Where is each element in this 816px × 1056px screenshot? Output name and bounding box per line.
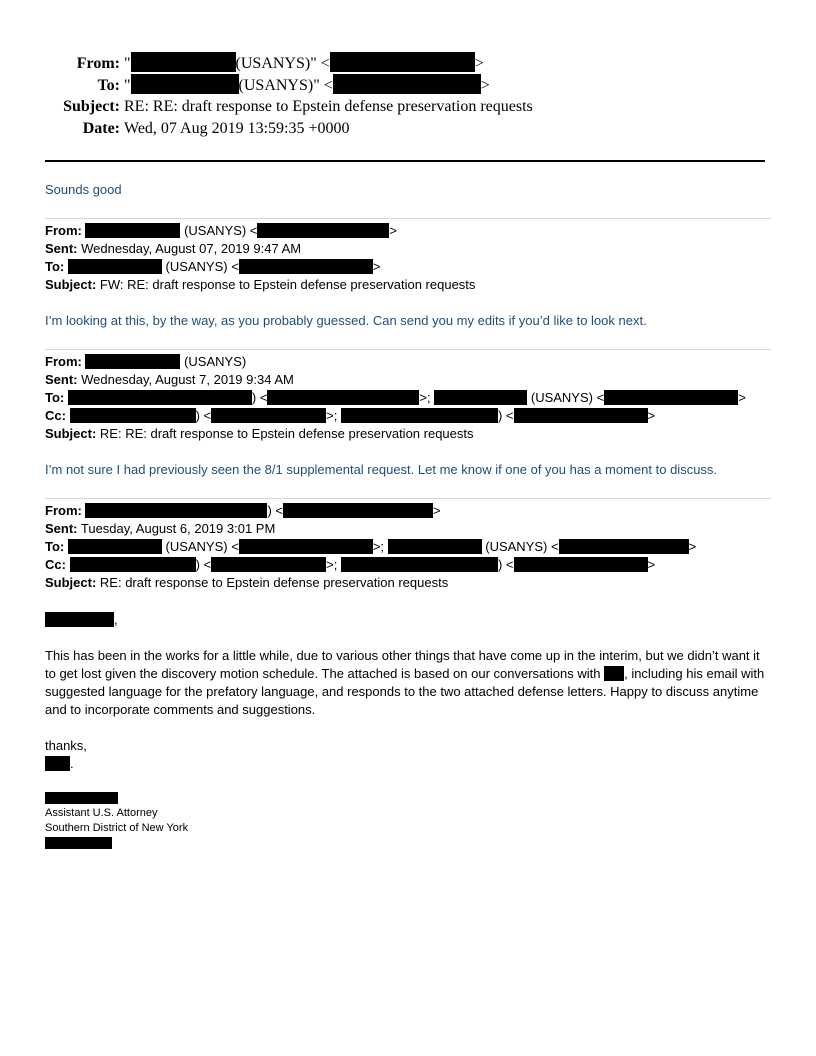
redaction: [131, 52, 236, 72]
header-from-row: [40, 52, 533, 74]
msg4-to-org: (USANYS) <: [481, 539, 559, 554]
msg2-subject-label: Subject:: [45, 277, 97, 292]
signature-block: [45, 791, 188, 851]
header-from-quote: ": [124, 55, 131, 72]
msg2-subject: FW: RE: draft response to Epstein defense preservation requests: [96, 277, 476, 292]
msg4-cc-end: >: [647, 557, 656, 572]
msg3-subject-row: [45, 425, 746, 443]
reply-body: Sounds good: [45, 182, 122, 197]
redaction: [211, 408, 326, 423]
quoted-message-2: [45, 222, 475, 294]
redaction: [131, 74, 239, 94]
redaction: [70, 557, 196, 572]
msg2-sent-row: [45, 240, 475, 258]
header-subject-row: [40, 96, 533, 118]
redaction: [434, 390, 527, 405]
msg2-body: I’m looking at this, by the way, as you probably guessed. Can send you my edits if you’d like to look next.: [45, 313, 647, 328]
redaction: [341, 408, 498, 423]
msg2-subject-row: [45, 276, 475, 294]
message-divider: [45, 498, 771, 499]
sig-office: Southern District of New York: [45, 822, 189, 834]
msg4-cc-row: [45, 556, 696, 574]
redaction: [239, 259, 373, 274]
header-from-label: From:: [76, 55, 120, 72]
header-subject-label: Subject:: [63, 98, 120, 115]
msg4-to-row: [45, 538, 696, 556]
msg3-sent-row: [45, 371, 746, 389]
redaction: [45, 792, 118, 804]
quoted-message-4: [45, 502, 696, 592]
msg4-sent: Tuesday, August 6, 2019 3:01 PM: [77, 521, 276, 536]
header-to-quote: ": [124, 77, 131, 94]
msg4-to-end: >: [688, 539, 697, 554]
msg4-paragraph: [45, 647, 773, 719]
msg4-cc-sep: >;: [326, 557, 341, 572]
msg3-cc-sep: ) <: [497, 408, 514, 423]
redaction: [257, 223, 389, 238]
msg3-from-org: (USANYS): [180, 354, 247, 369]
msg2-sent-label: Sent:: [45, 241, 78, 256]
msg4-closing: thanks,: [45, 738, 87, 753]
header-date-label: Date:: [82, 120, 120, 137]
msg2-from-end: >: [389, 223, 397, 238]
msg4-from-row: [45, 502, 696, 520]
redaction: [604, 390, 738, 405]
msg4-greeting: [45, 611, 118, 629]
msg2-from-org: (USANYS) <: [180, 223, 258, 238]
redaction: [45, 837, 112, 849]
sig-title: Assistant U.S. Attorney: [45, 807, 158, 819]
msg4-from-sep: ) <: [267, 503, 284, 518]
msg4-from-end: >: [433, 503, 441, 518]
header-from-org: (USANYS)" <: [235, 55, 330, 72]
msg2-from-label: From:: [45, 223, 82, 238]
redaction: [514, 557, 648, 572]
header-to-row: [40, 74, 533, 96]
redaction: [388, 539, 482, 554]
redaction: [333, 74, 481, 94]
paragraph-text: , including his email with suggested language for the prefatory language, and responds to the two attached defense letters. Happy to discuss anytime and to incorporate comments and suggestions.: [45, 666, 765, 717]
header-date-row: [40, 118, 533, 140]
redaction: [283, 503, 433, 518]
header-divider: [45, 160, 765, 162]
redaction: [70, 408, 196, 423]
msg3-to-org: (USANYS) <: [527, 390, 605, 405]
redaction: [341, 557, 498, 572]
redaction: [514, 408, 648, 423]
msg2-to-org: (USANYS) <: [161, 259, 239, 274]
redaction: [85, 223, 180, 238]
redaction: [604, 666, 624, 681]
msg4-to-sep: >;: [372, 539, 388, 554]
msg3-to-end: >: [738, 390, 746, 405]
header-from-close: >: [474, 55, 484, 72]
msg2-to-label: To:: [45, 259, 65, 274]
msg3-cc-label: Cc:: [45, 408, 66, 423]
msg3-from-label: From:: [45, 354, 82, 369]
header-date: Wed, 07 Aug 2019 13:59:35 +0000: [124, 120, 350, 137]
redaction: [68, 259, 162, 274]
msg4-to-org: (USANYS) <: [161, 539, 239, 554]
msg4-subject-label: Subject:: [45, 575, 97, 590]
msg4-subject-row: [45, 574, 696, 592]
sig-name-row: [45, 791, 188, 806]
redaction: [559, 539, 689, 554]
msg4-cc-sep: ) <: [497, 557, 514, 572]
msg3-subject-label: Subject:: [45, 426, 97, 441]
msg4-from-label: From:: [45, 503, 82, 518]
msg4-cc-sep: ) <: [195, 557, 212, 572]
msg3-subject: RE: RE: draft response to Epstein defense preservation requests: [96, 426, 474, 441]
msg2-from-row: [45, 222, 475, 240]
header-to-label: To:: [97, 77, 120, 94]
header-to-close: >: [480, 77, 490, 94]
redaction: [211, 557, 326, 572]
email-header: [40, 52, 533, 140]
redaction: [45, 612, 114, 627]
msg3-to-row: [45, 389, 746, 407]
msg3-cc-end: >: [647, 408, 656, 423]
msg3-cc-row: [45, 407, 746, 425]
redaction: [85, 354, 180, 369]
greeting-comma: ,: [114, 612, 118, 627]
header-subject: RE: RE: draft response to Epstein defense preservation requests: [124, 98, 533, 115]
message-divider: [45, 349, 771, 350]
redaction: [267, 390, 419, 405]
msg4-sent-label: Sent:: [45, 521, 78, 536]
redaction: [45, 756, 70, 771]
msg3-sent-label: Sent:: [45, 372, 78, 387]
msg3-cc-sep: >;: [326, 408, 341, 423]
redaction: [68, 390, 252, 405]
message-divider: [45, 218, 771, 219]
msg3-sent: Wednesday, August 7, 2019 9:34 AM: [77, 372, 294, 387]
paragraph-text: This has been in the works for a little while, due to various other things that have come up in the interim, but we didn’t want it to get lost given the discovery motion schedule. The attached is based on our conversations with: [45, 648, 760, 681]
msg2-sent: Wednesday, August 07, 2019 9:47 AM: [77, 241, 302, 256]
msg4-cc-label: Cc:: [45, 557, 66, 572]
redaction: [330, 52, 475, 72]
header-to-org: (USANYS)" <: [238, 77, 333, 94]
msg3-to-sep: >;: [419, 390, 435, 405]
msg4-subject: RE: draft response to Epstein defense preservation requests: [96, 575, 449, 590]
msg3-to-sep: ) <: [251, 390, 268, 405]
msg3-cc-sep: ) <: [195, 408, 212, 423]
msg3-to-label: To:: [45, 390, 65, 405]
redaction: [239, 539, 373, 554]
redaction: [68, 539, 162, 554]
msg3-from-row: [45, 353, 746, 371]
sig-contact-row: [45, 836, 188, 851]
redaction: [85, 503, 267, 518]
msg2-to-row: [45, 258, 475, 276]
msg4-sent-row: [45, 520, 696, 538]
msg3-body: I’m not sure I had previously seen the 8/1 supplemental request. Let me know if one of you has a moment to discuss.: [45, 462, 718, 477]
msg4-signoff: [45, 755, 74, 773]
quoted-message-3: [45, 353, 746, 443]
signoff-period: .: [70, 756, 74, 771]
msg2-to-end: >: [372, 259, 381, 274]
msg4-to-label: To:: [45, 539, 65, 554]
